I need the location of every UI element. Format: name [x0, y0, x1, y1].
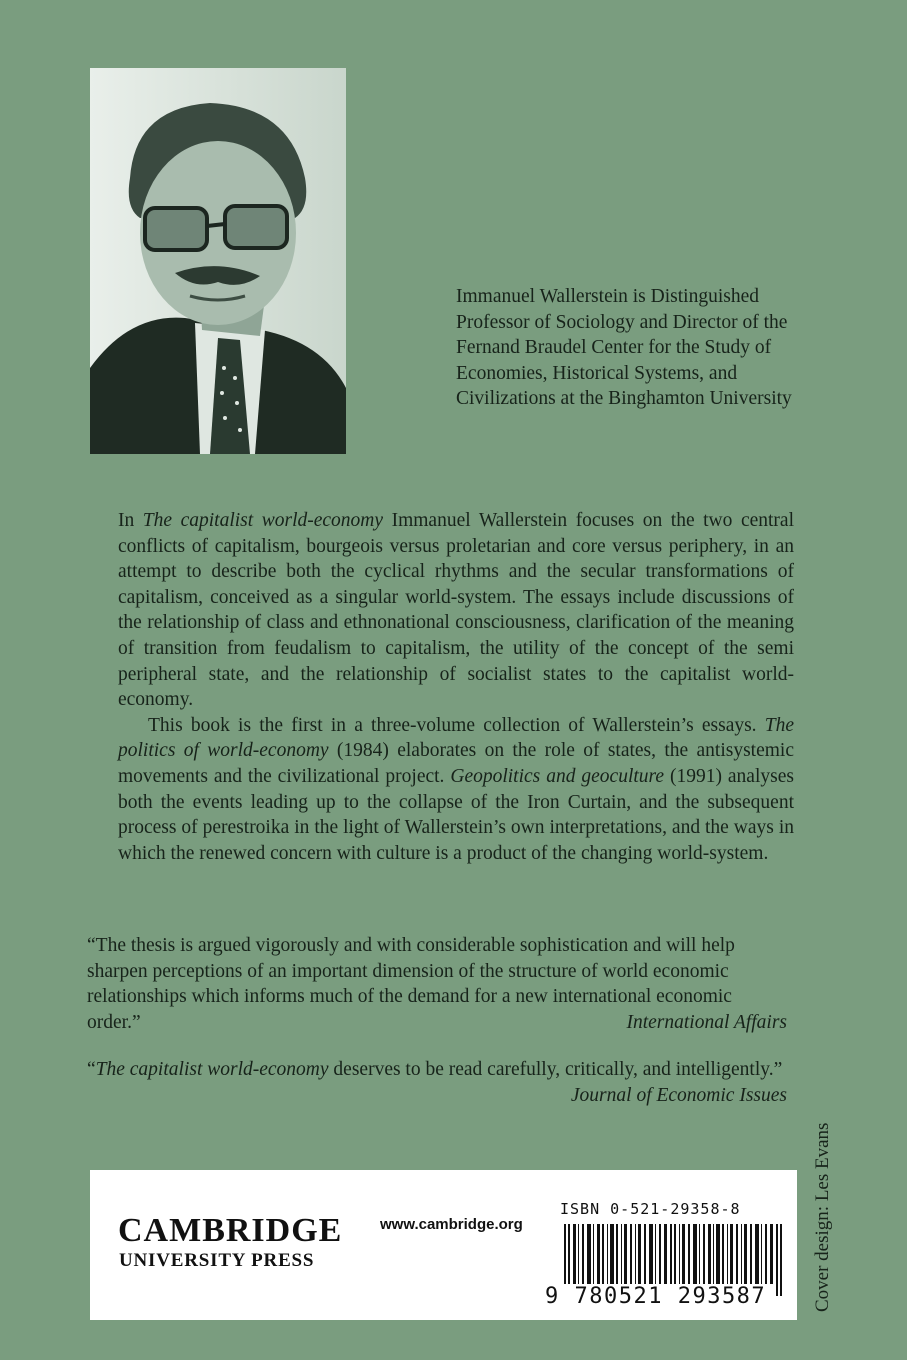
- review-quote-1: [87, 933, 787, 1035]
- quote-title: The capitalist world-economy: [95, 1059, 329, 1080]
- quote-text: “The thesis is argued vigorously and with considerable sophistication and will help sharpen perceptions of an important dimension of the structure of world economic relationships which informs much of the demand for a new international economic order.”: [87, 935, 735, 1033]
- publisher-footer: [90, 1170, 797, 1320]
- review-quote-2: “The capitalist world-economy deserves to be read carefully, critically, and intelligently.” Journal of Economic Issues: [87, 1057, 787, 1108]
- quote-source: International Affairs: [626, 1011, 787, 1033]
- isbn: ISBN 0-521-29358-8: [560, 1200, 741, 1218]
- publisher-website[interactable]: www.cambridge.org: [380, 1216, 523, 1233]
- publisher-logo-line1: CAMBRIDGE: [118, 1212, 343, 1249]
- author-photo: [90, 68, 346, 454]
- quote-text: deserves to be read carefully, critically, and intelligently.”: [328, 1059, 783, 1080]
- description-paragraph-2: This book is the first in a three-volume collection of Wallerstein’s essays. The politics of world-economy (1984) elaborates on the role of states, the antisystemic movements and the civilizational project. Geopolitics and geoculture (1991) analyses both the events leading up to the collapse of the Iron Curtain, and the subsequent process of perestroika in the light of Wallerstein’s own interpretations, and the ways in which the renewed concern with culture is a product of the changing world-system.: [118, 714, 794, 864]
- barcode-number: 9 780521 293587: [545, 1284, 767, 1309]
- publisher-logo-line2: UNIVERSITY PRESS: [119, 1250, 315, 1271]
- description-paragraph-1: In The capitalist world-economy Immanuel Wallerstein focuses on the two central conflicts of capitalism, bourgeois versus proletarian and core versus periphery, in an attempt to describe both the cyclical rhythms and the secular transformations of capitalism, conceived as a singular world-system. The essays include discussions of the relationship of class and ethnonational consciousness, clarification of the meaning of transition from feudalism to capitalism, the utility of the concept of the semi peripheral state, and the relationship of socialist states to the capitalist world-economy.: [118, 510, 794, 711]
- cover-design-credit: Cover design: Les Evans: [812, 1122, 833, 1312]
- book-description: [118, 508, 794, 866]
- author-bio: Immanuel Wallerstein is Distinguished Professor of Sociology and Director of the Fernand Braudel Center for the Study of Economies, Historical Systems, and Civilizations at the Binghamton University: [456, 286, 792, 409]
- quote-source: Journal of Economic Issues: [570, 1084, 787, 1106]
